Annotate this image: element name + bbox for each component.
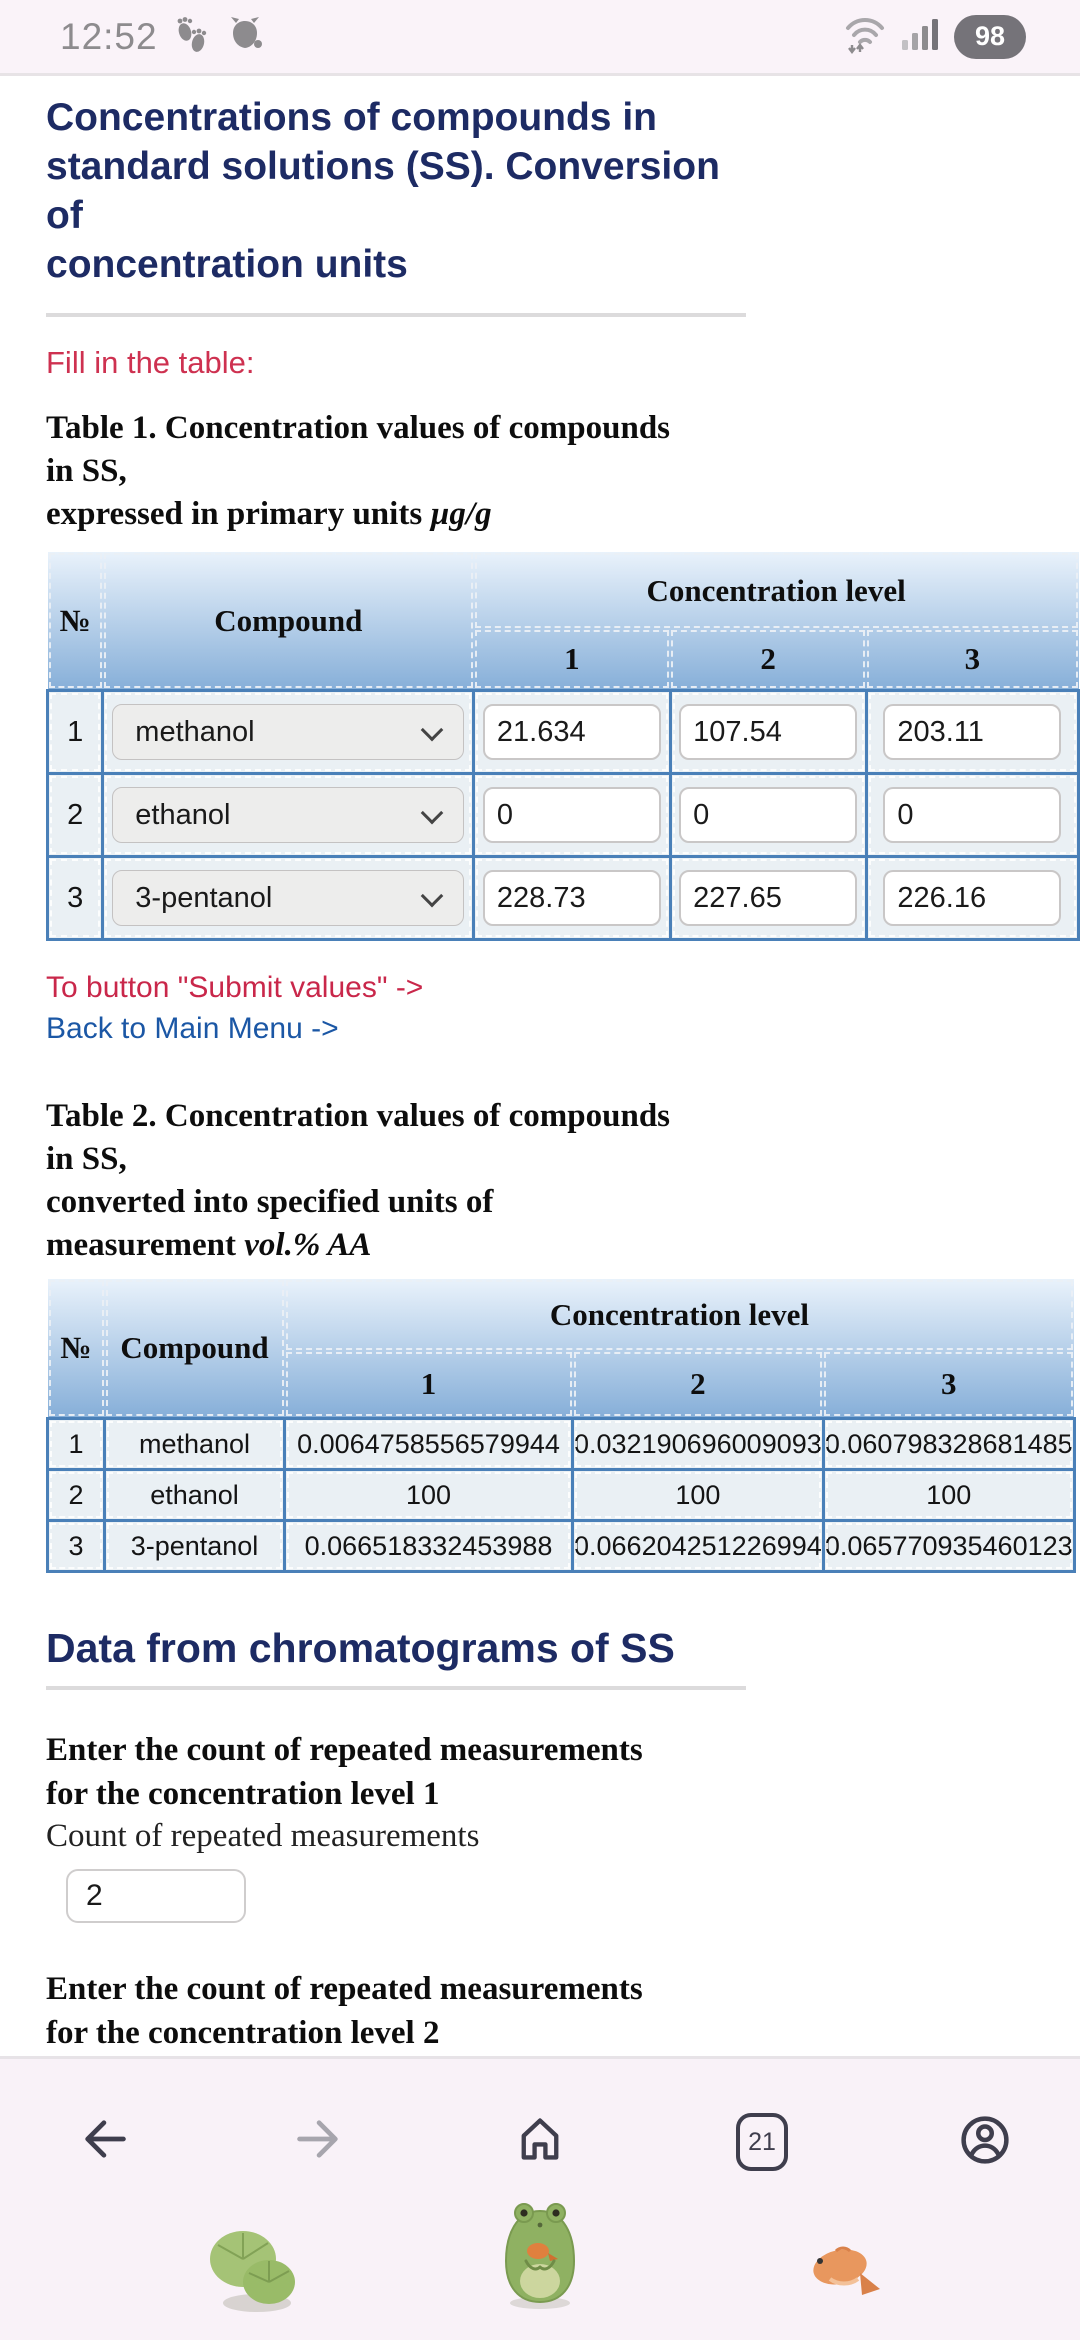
- table2-value: 100: [823, 1470, 1074, 1521]
- table2-value: 0.066204251226994: [573, 1521, 824, 1572]
- table2-header-level-2: 2: [573, 1351, 824, 1419]
- table1-header-level-3: 3: [866, 629, 1078, 691]
- conc-input-row2-level2[interactable]: [679, 787, 857, 843]
- back-to-main-menu-link[interactable]: Back to Main Menu ->: [46, 1012, 339, 1045]
- conc-input-row1-level3[interactable]: [883, 704, 1061, 760]
- tabs-button[interactable]: [736, 2113, 788, 2171]
- count-input-level1[interactable]: [66, 1869, 246, 1923]
- compound-select-row3[interactable]: [112, 870, 464, 926]
- home-button[interactable]: [514, 2113, 566, 2170]
- table2-container: [46, 1279, 1080, 1573]
- to-submit-values-link[interactable]: To button "Submit values" ->: [46, 971, 424, 1004]
- table2-header-level-3: 3: [823, 1351, 1074, 1419]
- conc-input-row1-level1[interactable]: [483, 704, 661, 760]
- table1-caption: Table 1. Concentration values of compounds in SS, expressed in primary units µg/g: [46, 410, 671, 532]
- battery-badge: 98: [954, 15, 1026, 59]
- conc-input-row1-level2[interactable]: [679, 704, 857, 760]
- conc-input-row3-level2[interactable]: [679, 870, 857, 926]
- lilypad-sprite: [205, 2227, 305, 2322]
- table2-header-level-1: 1: [285, 1351, 573, 1419]
- section-divider: [46, 1686, 746, 1690]
- table1-header-num: №: [48, 552, 103, 691]
- table2: [46, 1279, 1076, 1573]
- table1-header-level-1: 1: [474, 629, 670, 691]
- table2-caption: Table 2. Concentration values of compounds in SS, converted into specified units of measurement vol.% AA: [46, 1098, 671, 1263]
- page-title: Concentrations of compounds in standard solutions (SS). Conversion of concentration units: [46, 96, 720, 286]
- table2-value: 0.060798328681485: [823, 1419, 1074, 1470]
- table1-header-group: Concentration level: [474, 552, 1079, 629]
- conc-input-row2-level1[interactable]: [483, 787, 661, 843]
- table2-compound: 3-pentanol: [105, 1521, 285, 1572]
- browser-navbar: [0, 2056, 1080, 2340]
- section-heading-chromatograms: Data from chromatograms of SS: [46, 1625, 675, 1671]
- conc-input-row2-level3[interactable]: [883, 787, 1061, 843]
- table2-compound: methanol: [105, 1419, 285, 1470]
- frog-sprite: [492, 2199, 588, 2316]
- clock: 12:52: [60, 15, 158, 57]
- table2-value: 0.065770935460123: [823, 1521, 1074, 1572]
- table1-row: 2 ethanol 0 0 0: [48, 774, 1079, 857]
- forward-button[interactable]: [292, 2113, 344, 2170]
- table2-value: 100: [573, 1470, 824, 1521]
- table2-value: 100: [285, 1470, 573, 1521]
- table2-value: 0.066518332453988: [285, 1521, 573, 1572]
- table2-units: vol.% AA: [244, 1227, 372, 1263]
- table2-header-compound: Compound: [105, 1279, 285, 1419]
- conc-input-row3-level1[interactable]: [483, 870, 661, 926]
- title-divider: [46, 313, 746, 317]
- tab-count-badge: 21: [748, 2127, 776, 2156]
- compound-select-row2[interactable]: [112, 787, 464, 843]
- table2-compound: ethanol: [105, 1470, 285, 1521]
- table2-value: 0.032190696009093: [573, 1419, 824, 1470]
- critter-notification-icon: [224, 13, 266, 60]
- table1-header-level-2: 2: [670, 629, 866, 691]
- back-button[interactable]: [79, 2113, 131, 2170]
- table2-row: 2 ethanol 100 100 100: [48, 1470, 1075, 1521]
- table1-container: [46, 552, 1080, 941]
- page-content: [0, 79, 1080, 2292]
- fish-sprite: [800, 2239, 890, 2316]
- table1-row: 1 methanol 21.634 107.54 203.11: [48, 691, 1079, 774]
- table1-units: µg/g: [430, 496, 492, 532]
- table1-header-compound: Compound: [103, 552, 474, 691]
- conc-input-row3-level3[interactable]: [883, 870, 1061, 926]
- signal-bars-icon: [900, 14, 942, 59]
- count-block-level1: Enter the count of repeated measurements for the concentration level 1 Count of repeated measurements 2: [46, 1728, 1080, 1923]
- table1-row: 3 3-pentanol 228.73 227.65 226.16: [48, 857, 1079, 940]
- count-label-level1: Count of repeated measurements: [46, 1818, 480, 1854]
- wifi-icon: [838, 12, 888, 61]
- fill-table-prompt: Fill in the table:: [46, 345, 255, 380]
- table2-header-group: Concentration level: [285, 1279, 1075, 1351]
- table2-row: 1 methanol 0.0064758556579944 0.032190696009093 0.060798328681485: [48, 1419, 1075, 1470]
- count-block-level2: Enter the count of repeated measurements for the concentration level 2 2: [46, 1967, 1080, 2162]
- table1: [46, 552, 1080, 941]
- table2-value: 0.0064758556579944: [285, 1419, 573, 1470]
- profile-button[interactable]: [958, 2113, 1012, 2172]
- footprints-icon: [172, 15, 210, 58]
- table2-row: 3 3-pentanol 0.066518332453988 0.066204251226994 0.065770935460123: [48, 1521, 1075, 1572]
- compound-select-row1[interactable]: [112, 704, 464, 760]
- status-bar: [0, 0, 1080, 76]
- table2-header-num: №: [48, 1279, 105, 1419]
